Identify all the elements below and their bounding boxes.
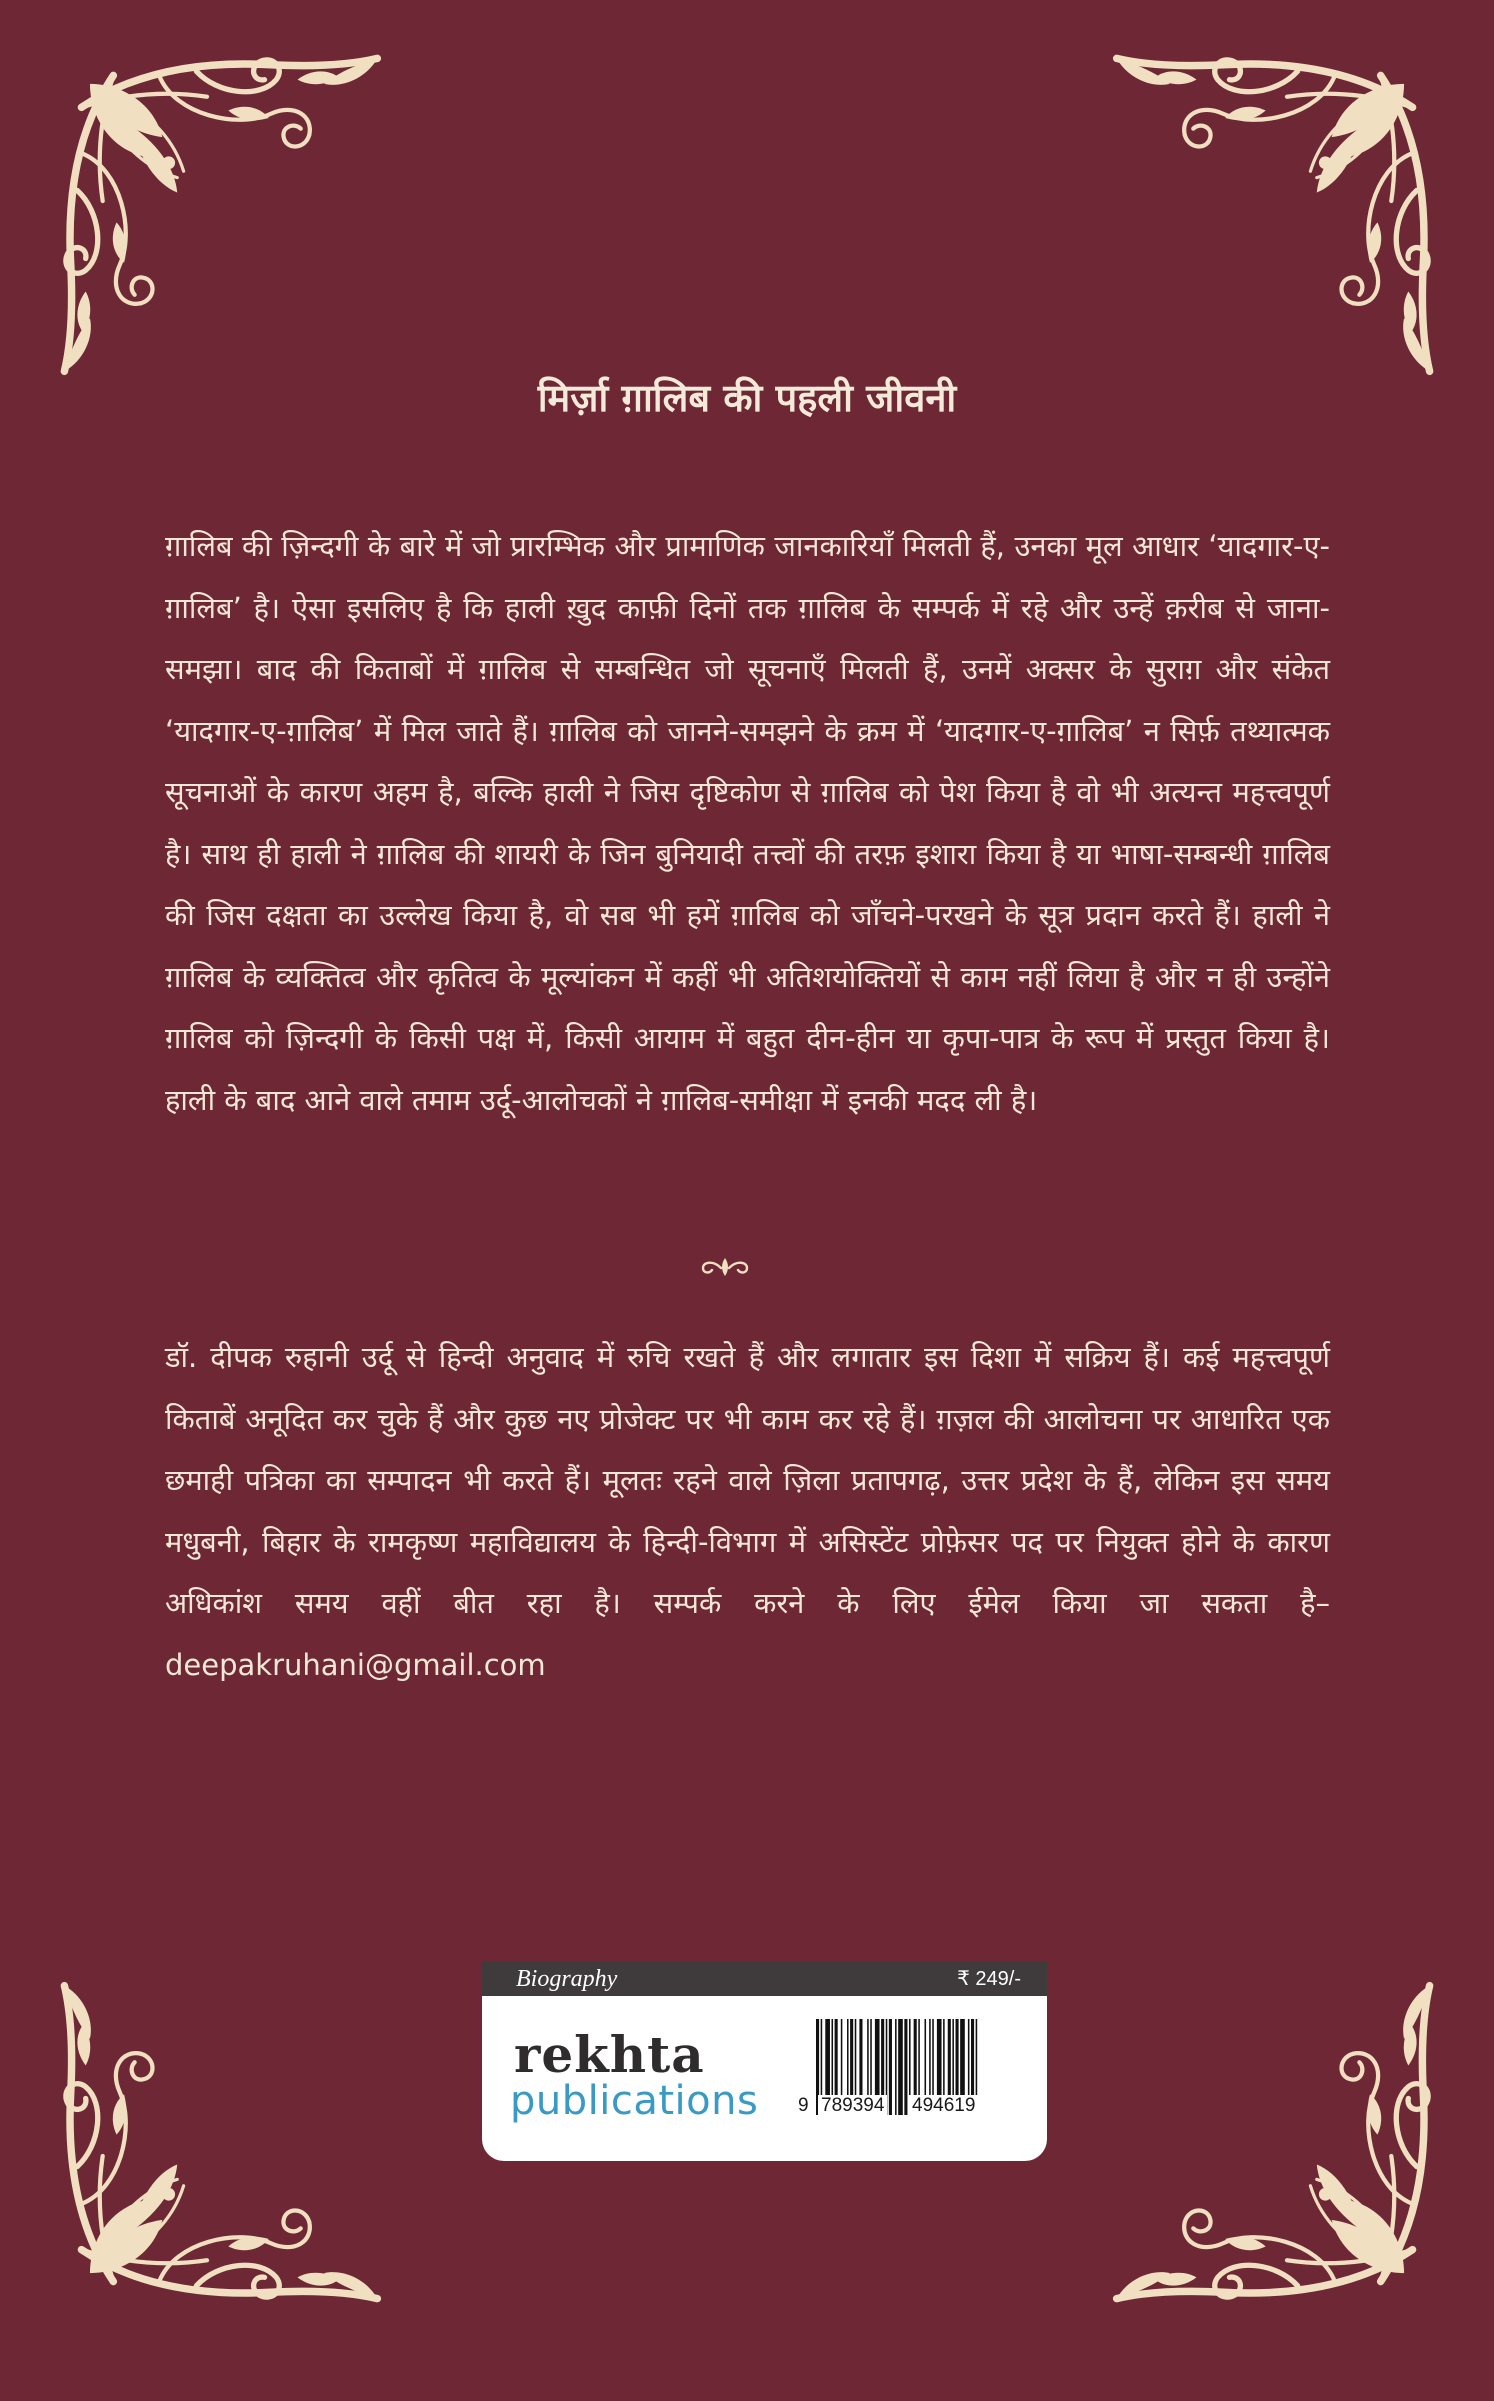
logo-wordmark-bottom: publications: [510, 2078, 759, 2124]
floral-corner-ornament-icon: [58, 1975, 388, 2305]
barcode-panel-header: [482, 1961, 1047, 1996]
fleuron-divider-icon: [697, 1254, 753, 1280]
floral-corner-ornament-icon: [58, 52, 388, 382]
author-bio: डॉ. दीपक रुहानी उर्दू से हिन्दी अनुवाद में रुचि रखते हैं और लगातार इस दिशा में सक्रिय हैं। कई महत्त्वपूर्ण किताबें अनूदित कर चुके हैं और कुछ नए प्रोजेक्ट पर भी काम कर रहे हैं। ग़ज़ल की आलोचना पर आधारित एक छमाही पत्रिका का सम्पादन भी करते हैं। मूलतः रहने वाले ज़िला प्रतापगढ़, उत्तर प्रदेश के हैं, लेकिन इस समय मधुबनी, बिहार के रामकृष्ण महाविद्यालय के हिन्दी-विभाग में असिस्टेंट प्रोफ़ेसर पद पर नियुक्त होने के कारण अधिकांश समय वहीं बीत रहा है। सम्पर्क करने के लिए ईमेल किया जा सकता है– deepakruhani@gmail.com: [165, 1340, 1330, 1682]
isbn-right-group: 494619: [909, 2095, 978, 2117]
book-description: ग़ालिब की ज़िन्दगी के बारे में जो प्रारम्भिक और प्रामाणिक जानकारियाँ मिलती हैं, उनका मूल आधार ‘यादगार-ए-ग़ालिब’ है। ऐसा इसलिए है कि हाली ख़ुद काफ़ी दिनों तक ग़ालिब के सम्पर्क में रहे और उन्हें क़रीब से जाना-समझा। बाद की किताबों में ग़ालिब से सम्बन्धित जो सूचनाएँ मिलती हैं, उनमें अक्सर के सुराग़ और संकेत ‘यादगार-ए-ग़ालिब’ में मिल जाते हैं। ग़ालिब को जानने-समझने के क्रम में ‘यादगार-ए-ग़ालिब’ न सिर्फ़ तथ्यात्मक सूचनाओं के कारण अहम है, बल्कि हाली ने जिस दृष्टिकोण से ग़ालिब को पेश किया है वो भी अत्यन्त महत्त्वपूर्ण है। साथ ही हाली ने ग़ालिब की शायरी के जिन बुनियादी तत्त्वों की तरफ़ इशारा किया है या भाषा-सम्बन्धी ग़ालिब की जिस दक्षता का उल्लेख किया है, वो सब भी हमें ग़ालिब को जाँचने-परखने के सूत्र प्रदान करते हैं। हाली ने ग़ालिब के व्यक्तित्व और कृतित्व के मूल्यांकन में कहीं भी अतिशयोक्तियों से काम नहीं लिया है और न ही उन्होंने ग़ालिब को ज़िन्दगी के किसी पक्ष में, किसी आयाम में बहुत दीन-हीन या कृपा-पात्र के रूप में प्रस्तुत किया है। हाली के बाद आने वाले तमाम उर्दू-आलोचकों ने ग़ालिब-समीक्षा में इनकी मदद ली है।: [165, 529, 1330, 1117]
price-label: ₹ 249/-: [957, 1968, 1021, 1990]
publisher-logo: [510, 2025, 780, 2124]
floral-corner-ornament-icon: [1106, 52, 1436, 382]
barcode-panel: [482, 1961, 1047, 2161]
logo-wordmark-top: rekhta: [514, 2025, 705, 2084]
isbn-left-group: 789394: [818, 2095, 887, 2117]
genre-label: Biography: [516, 1966, 618, 1992]
floral-corner-ornament-icon: [1106, 1975, 1436, 2305]
isbn-digits: [798, 2095, 1003, 2123]
isbn-first-digit: 9: [798, 2095, 809, 2116]
cover-heading: मिर्ज़ा ग़ालिब की पहली जीवनी: [537, 376, 957, 420]
